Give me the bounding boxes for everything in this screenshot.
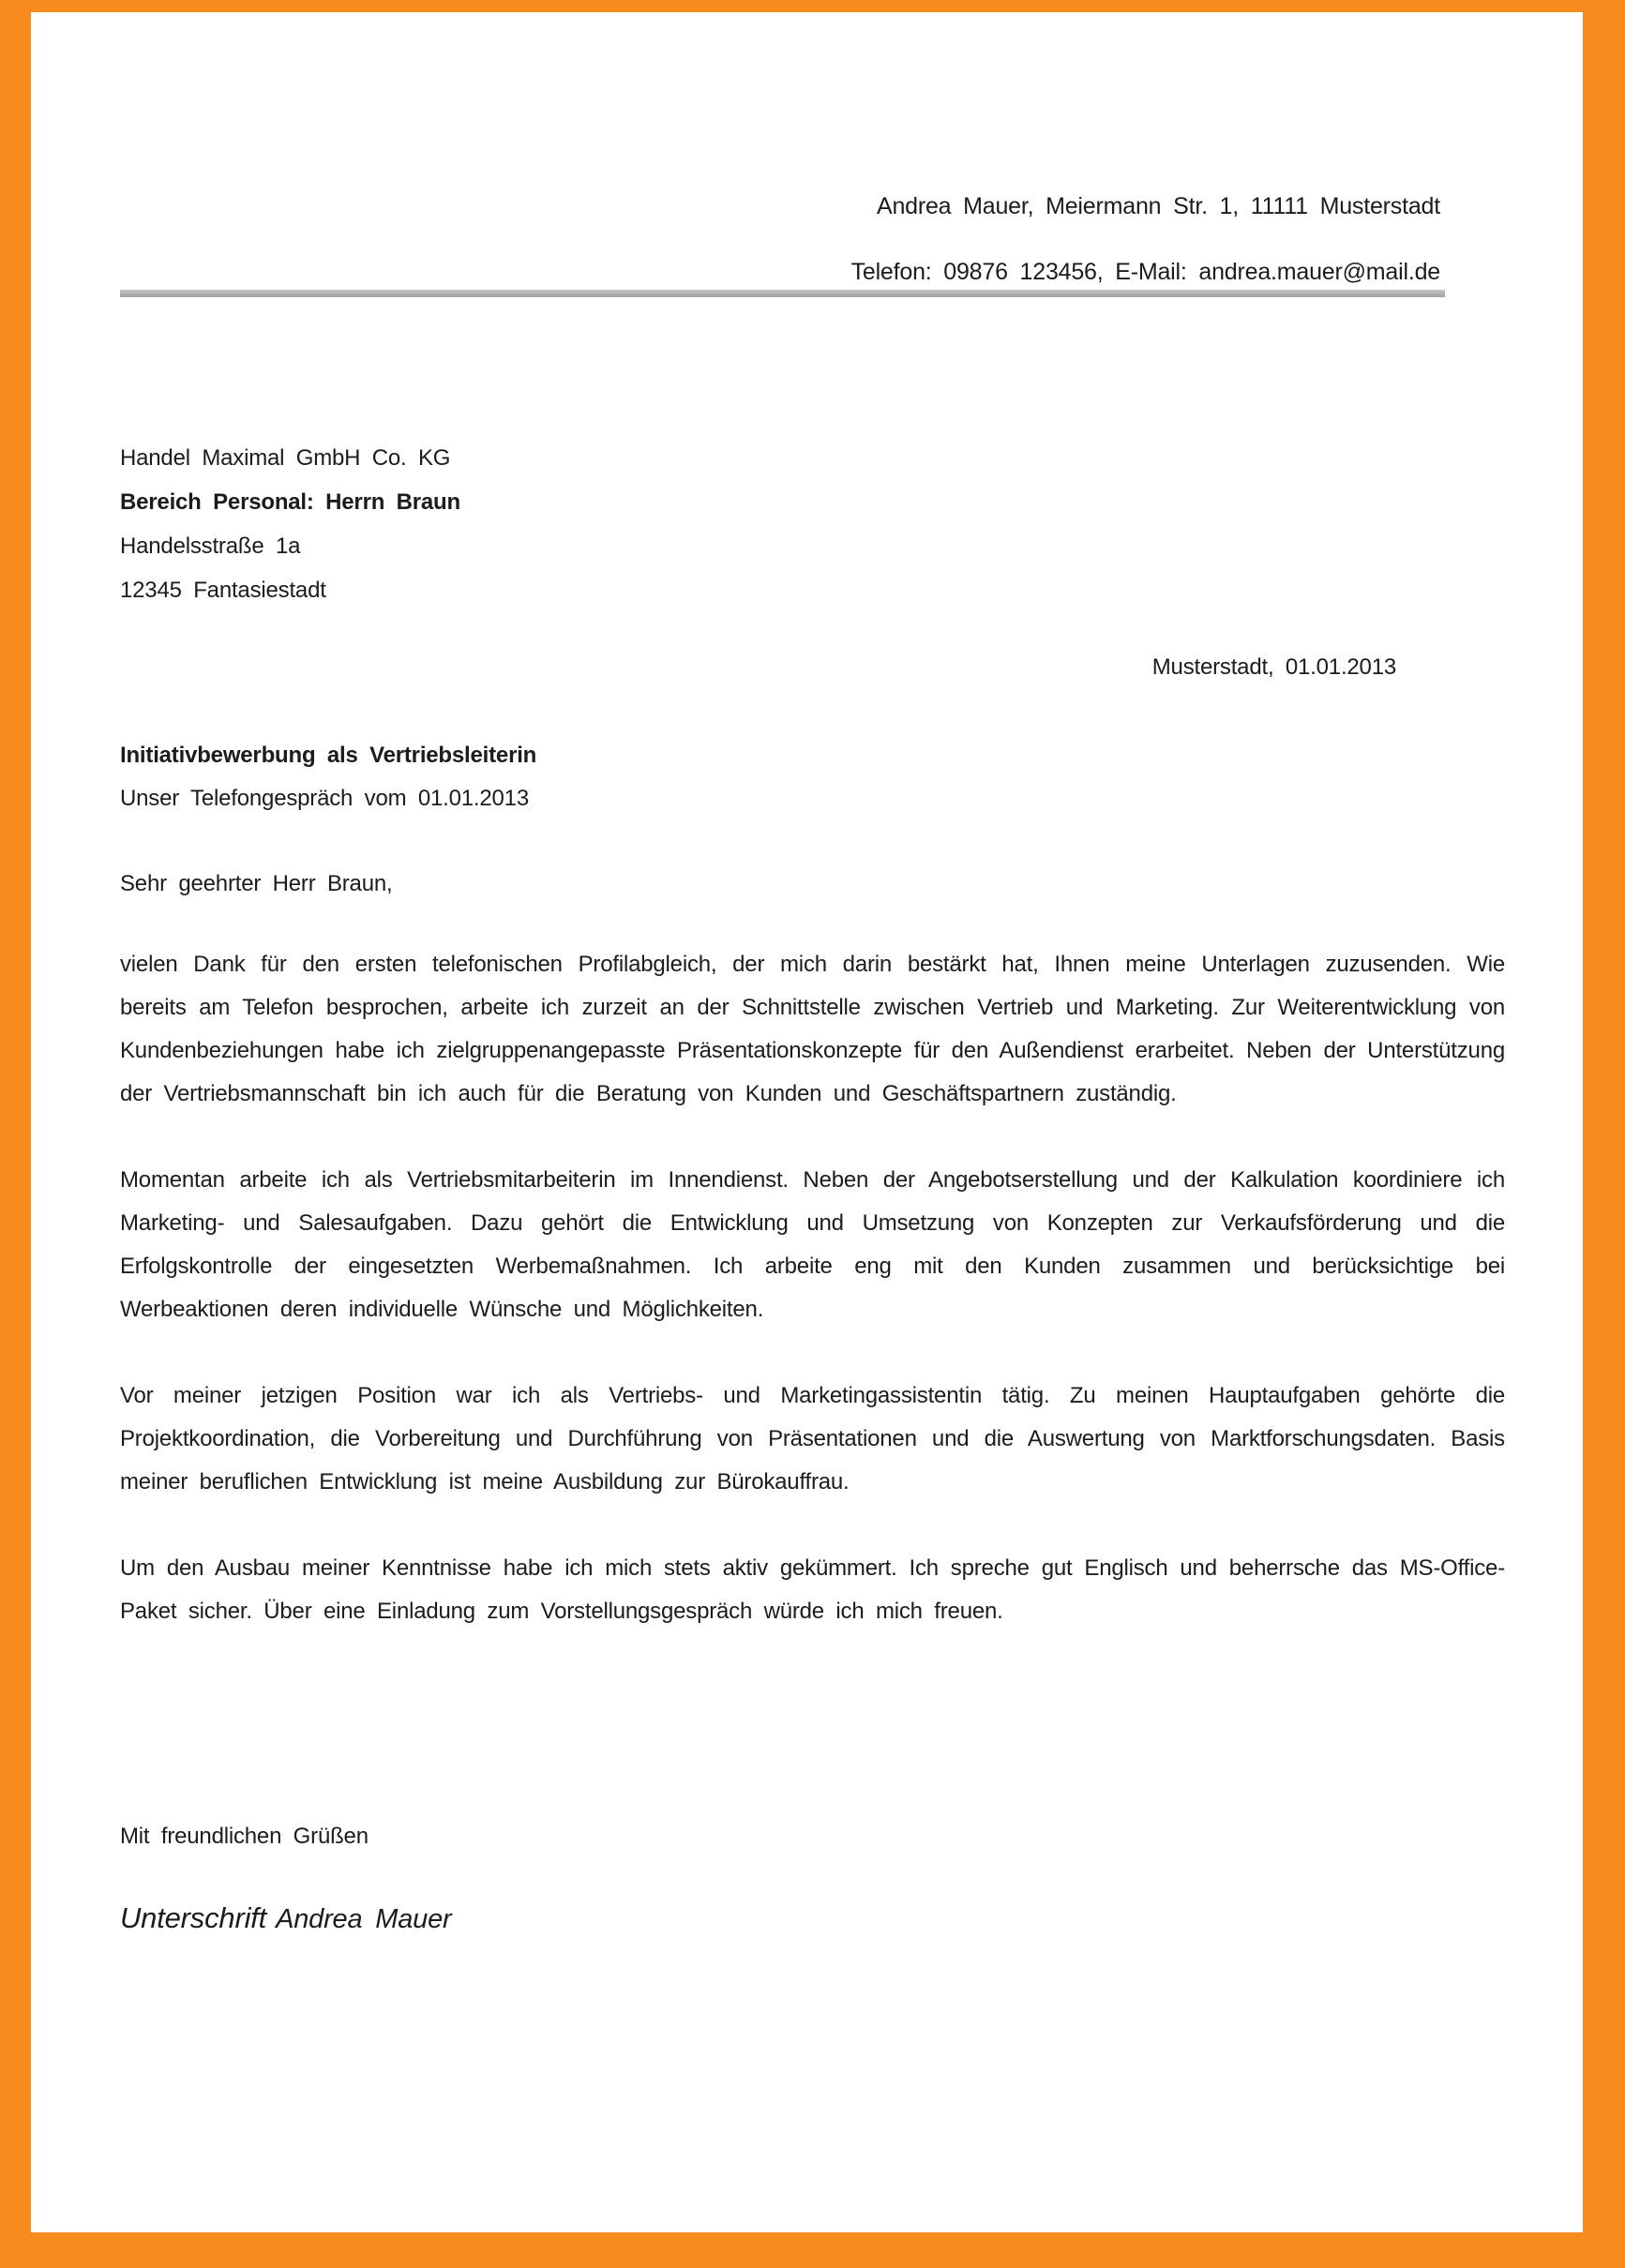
recipient-city: 12345 Fantasiestadt [120,578,326,603]
recipient-street: Handelsstraße 1a [120,533,301,559]
subject-reference-line: Unser Telefongespräch vom 01.01.2013 [120,786,529,811]
place-date-line: Musterstadt, 01.01.2013 [1151,654,1396,680]
closing-line: Mit freundlichen Grüßen [120,1824,369,1849]
subject-block [120,734,536,820]
sender-block [851,173,1440,305]
body-paragraph-3: Vor meiner jetzigen Position war ich als Vertriebs- und Marketingassistentin tätig. Zu meinen Hauptaufgaben gehörte die Projektkoordination, die Vorbereitung und Durchführung von Präsentationen und die Auswertung von Marktforschungsdaten. Basis meiner beruflichen Entwicklung ist meine Ausbildung zur Bürokauffrau. [120,1383,1505,1494]
letter-body [120,943,1505,1676]
letter-page [31,12,1583,2232]
sender-address-line: Andrea Mauer, Meiermann Str. 1, 11111 Musterstadt [876,193,1440,219]
header-divider [120,290,1445,297]
recipient-company: Handel Maximal GmbH Co. KG [120,445,451,471]
salutation-line: Sehr geehrter Herr Braun, [120,871,393,896]
signature-name: Andrea Mauer [276,1904,452,1934]
sender-contact-line: Telefon: 09876 123456, E-Mail: andrea.mauer@mail.de [850,259,1440,285]
signature-block [120,1897,451,1941]
body-paragraph-2: Momentan arbeite ich als Vertriebsmitarbeiterin im Innendienst. Neben der Angebotserstellung und der Kalkulation koordiniere ich Marketing- und Salesaufgaben. Dazu gehört die Entwicklung und Umsetzung von Konzepten zur Verkaufsförderung und die Erfolgskontrolle der eingesetzten Werbemaßnahmen. Ich arbeite eng mit den Kunden zusammen und berücksichtige bei Werbeaktionen deren individuelle Wünsche und Möglichkeiten. [120,1167,1505,1322]
recipient-department: Bereich Personal: Herrn Braun [120,489,460,515]
body-paragraph-1: vielen Dank für den ersten telefonischen Profilabgleich, der mich darin bestärkt hat, Ihnen meine Unterlagen zuzusenden. Wie bereits am Telefon besprochen, arbeite ich zurzeit an der Schnittstelle zwischen Vertrieb und Marketing. Zur Weiterentwicklung von Kundenbeziehungen habe ich zielgruppenangepasste Präsentationskonzepte für den Außendienst erarbeitet. Neben der Unterstützung der Vertriebsmannschaft bin ich auch für die Beratung von Kunden und Geschäftspartnern zuständig. [120,952,1505,1106]
signature-label: Unterschrift [120,1901,267,1934]
subject-line: Initiativbewerbung als Vertriebsleiterin [120,743,537,768]
body-paragraph-4: Um den Ausbau meiner Kenntnisse habe ich mich stets aktiv gekümmert. Ich spreche gut Englisch und beherrsche das MS-Office-Paket sicher. Über eine Einladung zum Vorstellungsgespräch würde ich mich freuen. [120,1555,1505,1624]
recipient-address-block [120,436,460,612]
